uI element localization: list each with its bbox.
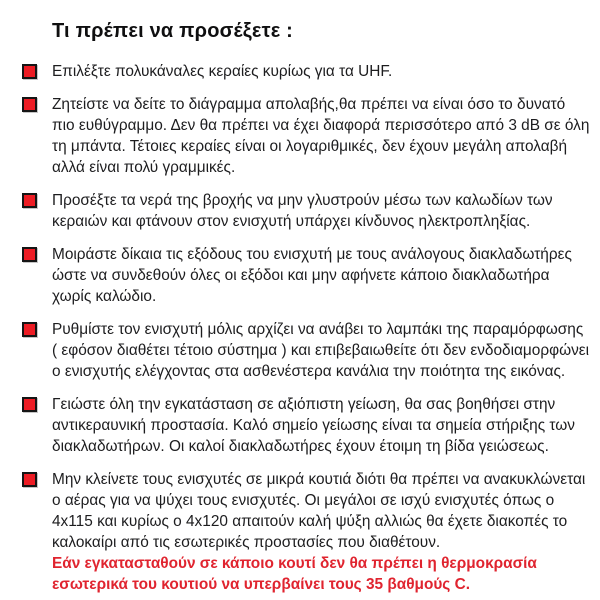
- item-text: Ζητείστε να δείτε το διάγραμμα απολαβής,θα πρέπει να είναι όσο το δυνατό πιο ευθύγραμμο. Δεν θα πρέπει να έχει διαφορά περισσότερο από 3 dB σε όλη τη μπάντα. Τέτοιες κεραίες είναι οι λογαριθμικές, δεν έχουν μεγάλη απολαβή αλλά είναι πολύ γραμμικές.: [52, 96, 590, 176]
- list-item: [22, 319, 594, 382]
- item-text: [52, 469, 592, 595]
- list-item: [22, 61, 594, 82]
- item-text: Ρυθμίστε τον ενισχυτή μόλις αρχίζει να ανάβει το λαμπάκι της παραμόρφωσης ( εφόσον διαθέτει τέτοιο σύστημα ) και επιβεβαιωθείτε ότι δεν ενδοδιαμορφώνει ο ενισχυτής ελέγχοντας στα ασθενέστερα κανάλια την ποιότητα της εικόνας.: [52, 321, 590, 380]
- list-item: [22, 244, 594, 307]
- red-square-bullet-icon: [22, 193, 37, 208]
- item-text: Προσέξτε τα νερά της βροχής να μην γλυστρούν μέσω των καλωδίων των κεραιών και φτάνουν στον ενισχυτή υπάρχει κίνδυνος ηλεκτροπληξίας.: [52, 192, 553, 230]
- page-title: Τι πρέπει να προσέξετε :: [52, 20, 294, 42]
- list-item: [22, 190, 594, 232]
- list-item: [22, 94, 594, 178]
- item-text: Επιλέξτε πολυκάναλες κεραίες κυρίως για τα UHF.: [52, 63, 393, 80]
- item-text-body: Μην κλείνετε τους ενισχυτές σε μικρά κουτιά διότι θα πρέπει να ανακυκλώνεται ο αέρας για να ψύχει τους ενισχυτές. Οι μεγάλοι σε ισχύ ενισχυτές όπως ο 4x115 και κυρίως ο 4x120 απαιτούν καλή ψύξη αλλιώς θα έχετε διακοπές το καλοκαίρι από τις εσωτερικές προστασίες που διαθέτουν.: [52, 471, 586, 551]
- item-text: Μοιράστε δίκαια τις εξόδους του ενισχυτή με τους ανάλογους διακλαδωτήρες ώστε να συνδεθούν όλες οι εξόδοι και μην αφήνετε κάποιο διακλαδωτήρα χωρίς καλώδιο.: [52, 246, 572, 305]
- warning-text: Εάν εγκατασταθούν σε κάποιο κουτί δεν θα πρέπει η θερμοκρασία εσωτερικά του κουτιού να υπερβαίνει τους 35 βαθμούς C.: [52, 555, 537, 593]
- red-square-bullet-icon: [22, 322, 37, 337]
- red-square-bullet-icon: [22, 97, 37, 112]
- item-text: Γειώστε όλη την εγκατάσταση σε αξιόπιστη γείωση, θα σας βοηθήσει στην αντικεραυνική προστασία. Καλό σημείο γείωσης είναι τα σημεία στήριξης των διακλαδωτήρων. Οι καλοί διακλαδωτήρες έχουν έτοιμη τη βίδα γειώσεως.: [52, 396, 575, 455]
- list-item: [22, 394, 594, 457]
- checklist: [22, 61, 594, 595]
- red-square-bullet-icon: [22, 247, 37, 262]
- red-square-bullet-icon: [22, 397, 37, 412]
- red-square-bullet-icon: [22, 472, 37, 487]
- list-item: [22, 469, 594, 595]
- red-square-bullet-icon: [22, 64, 37, 79]
